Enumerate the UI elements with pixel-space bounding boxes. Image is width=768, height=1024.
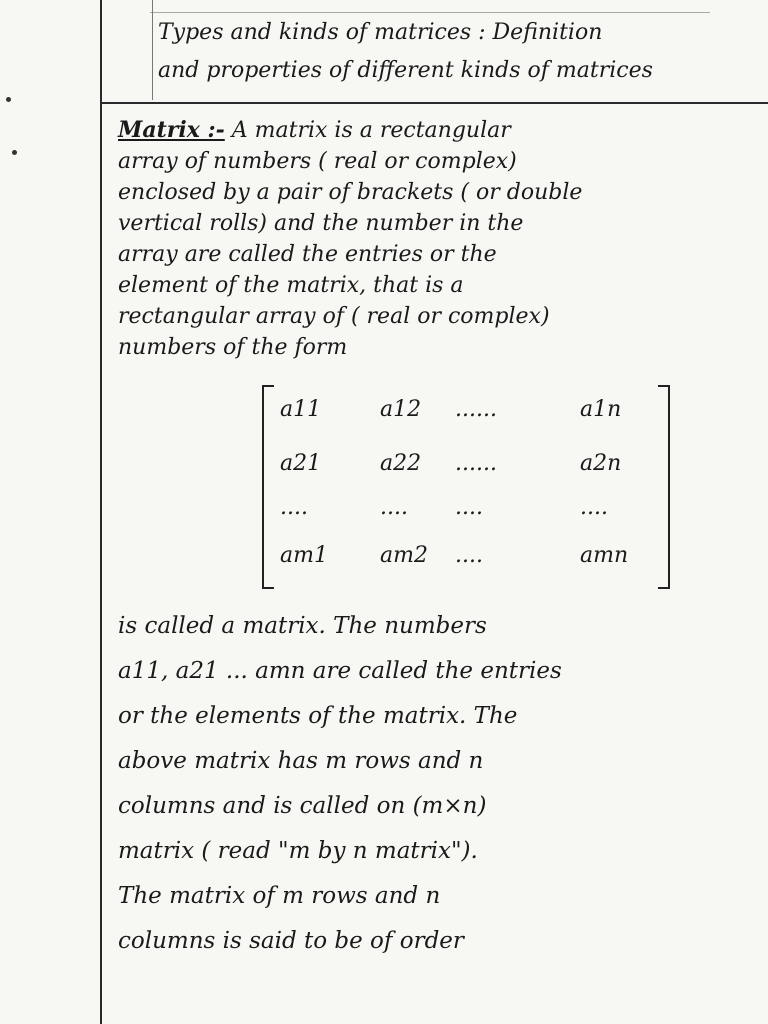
title-line-2: and properties of different kinds of matrices <box>158 58 653 83</box>
matrix-cell: a12 <box>380 397 422 422</box>
explanation-line: a11, a21 ... amn are called the entries <box>118 658 562 684</box>
explanation-line: above matrix has m rows and n <box>118 748 484 774</box>
margin-mark <box>6 97 11 102</box>
definition-paragraph <box>118 115 758 363</box>
matrix-figure <box>262 385 670 585</box>
matrix-cell: a21 <box>280 451 322 476</box>
page-title <box>158 14 758 90</box>
matrix-row <box>280 495 660 535</box>
definition-line-text: A matrix is a rectangular <box>231 118 511 143</box>
matrix-cell: a2n <box>580 451 622 476</box>
left-bracket <box>262 385 274 589</box>
matrix-row <box>280 543 660 583</box>
definition-line <box>118 115 758 146</box>
margin-line <box>100 0 102 1024</box>
definition-line: array of numbers ( real or complex) <box>118 149 517 174</box>
explanation-line: The matrix of m rows and n <box>118 883 441 909</box>
definition-line: vertical rolls) and the number in the <box>118 211 524 236</box>
matrix-cell: .... <box>455 543 483 568</box>
definition-line: array are called the entries or the <box>118 242 497 267</box>
matrix-cell: a11 <box>280 397 322 422</box>
matrix-cell: am2 <box>380 543 428 568</box>
matrix-cell: .... <box>380 495 408 520</box>
definition-line: rectangular array of ( real or complex) <box>118 304 550 329</box>
header-margin-line <box>152 0 153 100</box>
explanation-line: matrix ( read "m by n matrix"). <box>118 838 478 864</box>
explanation-line: is called a matrix. The numbers <box>118 613 487 639</box>
matrix-cell: amn <box>580 543 629 568</box>
margin-mark <box>12 150 17 155</box>
definition-line: element of the matrix, that is a <box>118 273 464 298</box>
definition-term: Matrix :- <box>118 117 225 143</box>
matrix-cell: a1n <box>580 397 622 422</box>
definition-line: numbers of the form <box>118 335 348 360</box>
matrix-cell: .... <box>580 495 608 520</box>
explanation-line: columns is said to be of order <box>118 928 464 954</box>
definition-line: enclosed by a pair of brackets ( or double <box>118 180 583 205</box>
header-rule <box>100 102 768 104</box>
matrix-cell: ...... <box>455 451 497 476</box>
matrix-row <box>280 397 660 437</box>
explanation-paragraph <box>118 604 758 964</box>
matrix-cell: .... <box>455 495 483 520</box>
matrix-cell: ...... <box>455 397 497 422</box>
matrix-cell: a22 <box>380 451 422 476</box>
top-rule <box>150 12 710 13</box>
explanation-line: or the elements of the matrix. The <box>118 703 518 729</box>
explanation-line: columns and is called on (m×n) <box>118 793 487 819</box>
matrix-row <box>280 451 660 491</box>
matrix-cell: .... <box>280 495 308 520</box>
title-line-1: Types and kinds of matrices : Definition <box>158 20 603 45</box>
matrix-cell: am1 <box>280 543 328 568</box>
